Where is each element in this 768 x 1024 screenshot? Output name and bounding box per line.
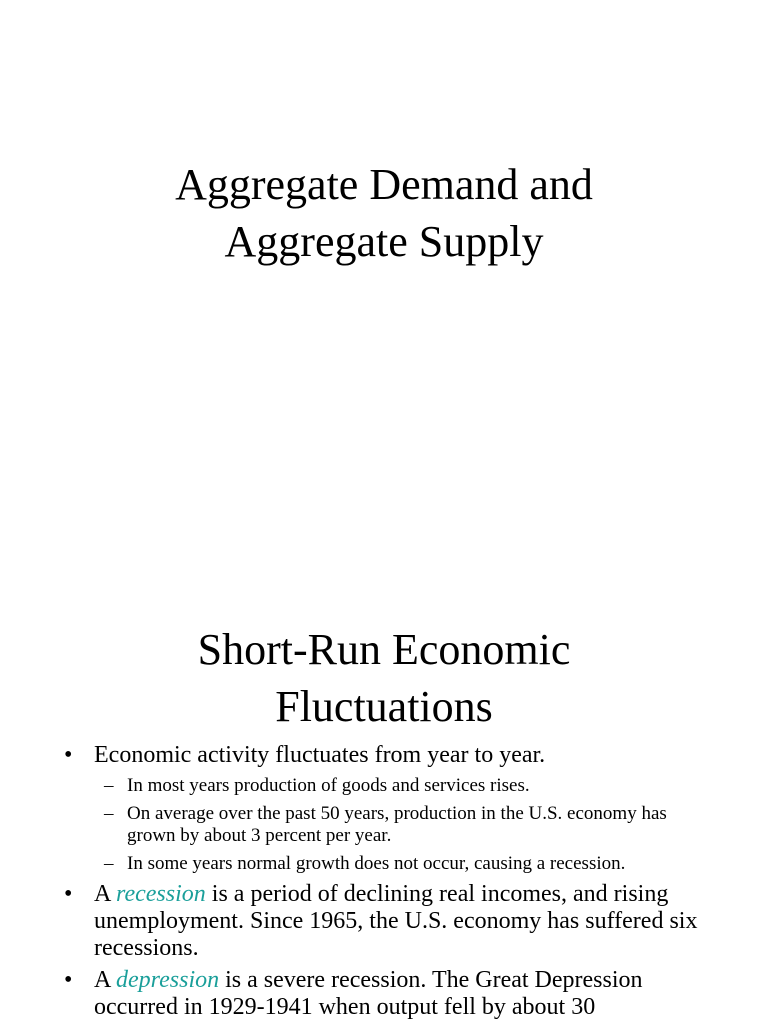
sub-bullet-list [94,775,728,875]
slide-title-line-2: Fluctuations [275,682,493,731]
sub-bullet-marker: – [104,853,114,874]
bullet-marker: • [64,742,73,768]
sub-bullet-item [94,803,728,847]
bullet-text: is a period of declining real incomes, and rising unemployment. Since 1965, the U.S. economy has suffered six recessions. [94,881,698,961]
slide-title [0,156,768,270]
term-recession: recession [116,881,206,907]
sub-bullet-text: On average over the past 50 years, production in the U.S. economy has grown by about 3 percent per year. [127,803,667,846]
bullet-item [0,742,768,875]
slide-title-line-2: Aggregate Supply [224,217,544,266]
sub-bullet-text: In most years production of goods and services rises. [127,775,530,796]
sub-bullet-marker: – [104,775,114,796]
slide-title-line-1: Aggregate Demand and [175,160,593,209]
bullet-marker: • [64,967,73,993]
bullet-item [0,967,768,1021]
bullet-text: Economic activity fluctuates from year to year. [94,742,546,768]
bullet-item [0,881,768,962]
sub-bullet-marker: – [104,803,114,824]
bullet-prefix: A [94,967,111,993]
sub-bullet-item [94,853,728,875]
sub-bullet-text: In some years normal growth does not occur, causing a recession. [127,853,626,874]
sub-bullet-item [94,775,728,797]
bullet-prefix: A [94,881,111,907]
slide-title-line-1: Short-Run Economic [197,625,571,674]
content-slide [0,576,768,1024]
slide-title [0,621,768,735]
term-depression: depression [116,967,220,993]
bullet-text: is a severe recession. The Great Depression occurred in 1929-1941 when output fell by about 30 [94,967,643,1020]
bullet-marker: • [64,881,73,907]
bullet-list [0,742,768,1024]
